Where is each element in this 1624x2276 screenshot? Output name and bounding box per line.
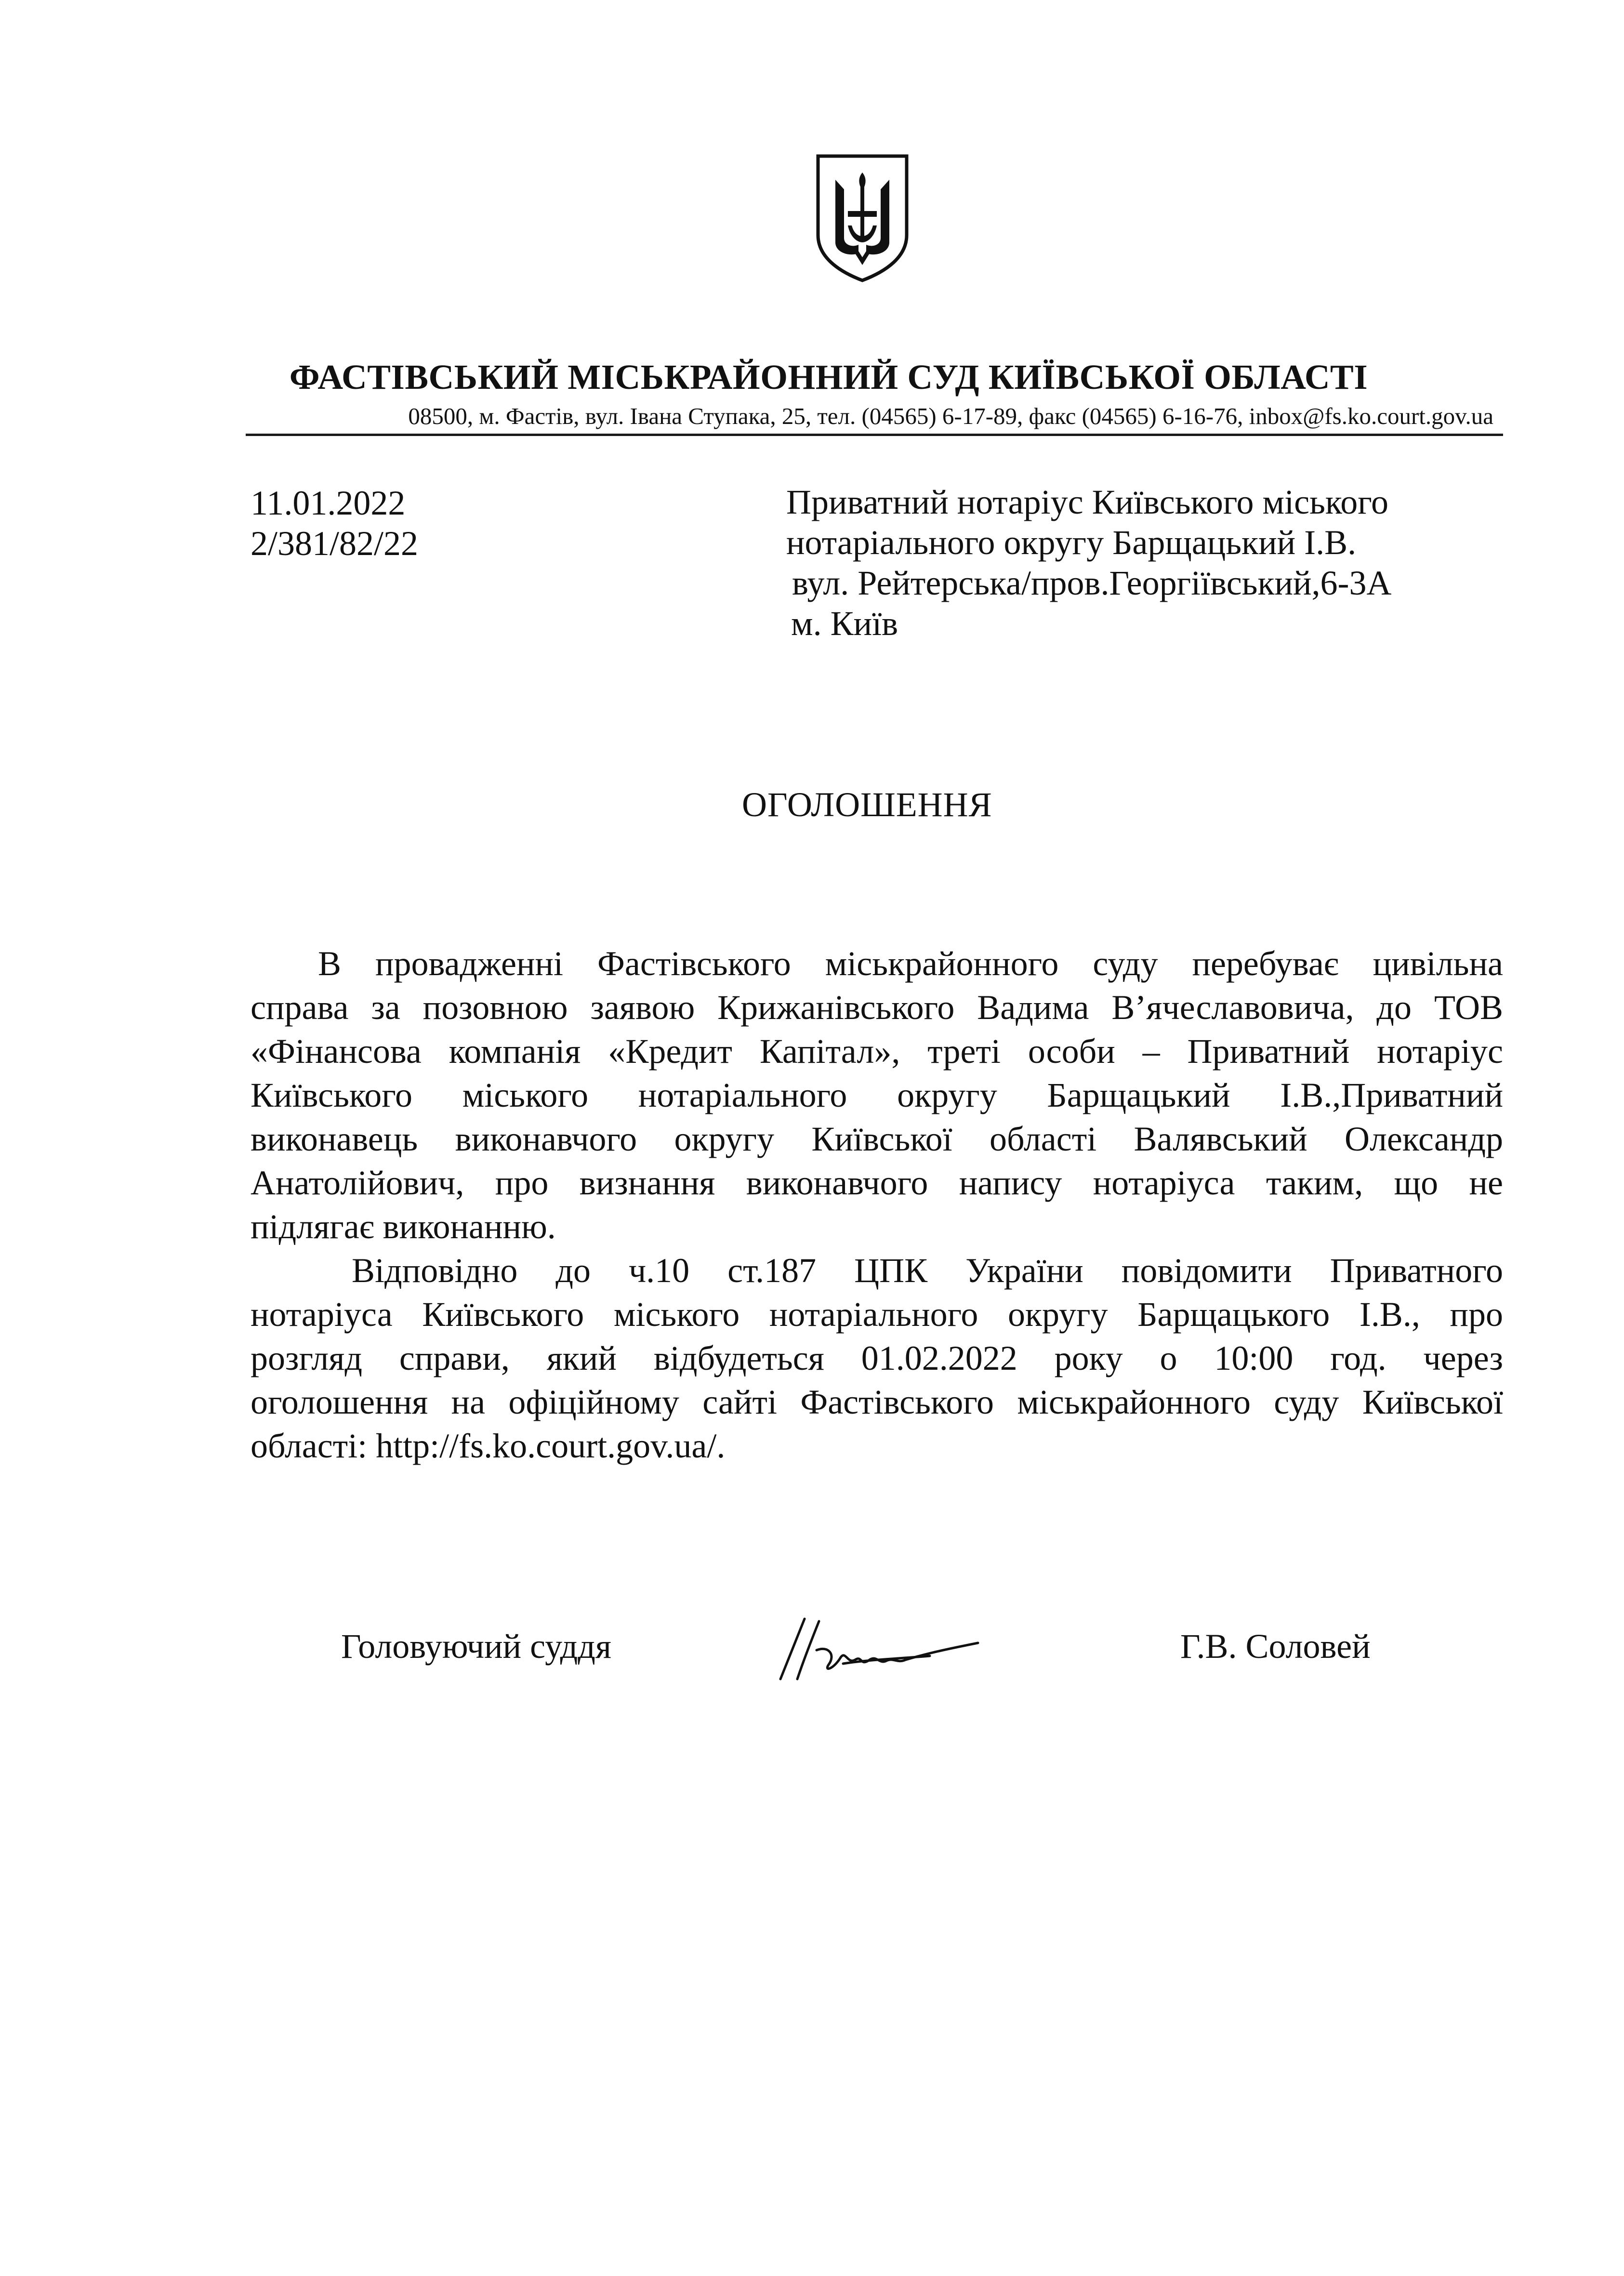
signatory-position: Головуючий суддя	[341, 1627, 611, 1666]
body-paragraph	[251, 1249, 1503, 1468]
recipient-address: вул. Рейтерська/пров.Георгіївський,6-3А	[792, 564, 1392, 602]
document-body	[251, 942, 1503, 1468]
body-line: Анатолійович, про визнання виконавчого напису нотаріуса таким, що не	[251, 1164, 1503, 1202]
body-line: «Фінансова компанія «Кредит Капітал», треті особи – Приватний нотаріус	[251, 1032, 1503, 1071]
recipient-line: Приватний нотаріус Київського міського	[786, 483, 1388, 521]
body-line: виконавець виконавчого округу Київської області Валявський Олександр	[251, 1120, 1503, 1158]
body-line: справа за позовною заявою Крижанівського Вадима В’ячеславовича, до ТОВ	[251, 988, 1503, 1027]
body-line: Відповідно до ч.10 ст.187 ЦПК України повідомити Приватного	[352, 1251, 1503, 1290]
court-name: ФАСТІВСЬКИЙ МІСЬКРАЙОННИЙ СУД КИЇВСЬКОЇ ОБЛАСТІ	[289, 357, 1368, 397]
body-paragraph	[251, 942, 1503, 1249]
coat-of-arms-icon	[814, 153, 911, 282]
document-date: 11.01.2022	[251, 484, 406, 522]
recipient-city: м. Київ	[791, 604, 898, 643]
body-line: В провадженні Фастівського міськрайонного суду перебуває цивільна	[318, 944, 1503, 983]
body-line: підлягає виконанню.	[251, 1207, 556, 1246]
reference-number: 2/381/82/22	[251, 524, 419, 563]
recipient-block	[786, 482, 1392, 644]
court-address: 08500, м. Фастів, вул. Івана Ступака, 25, тел. (04565) 6-17-89, факс (04565) 6-16-76, inbox@fs.ko.court.gov.ua	[408, 403, 1493, 429]
handwritten-signature	[771, 1612, 1021, 1684]
body-line: Київського міського нотаріального округу Барщацький І.В.,Приватний	[251, 1076, 1503, 1114]
document-meta	[251, 483, 418, 564]
header-divider	[246, 434, 1503, 436]
recipient-line: нотаріального округу Барщацький І.В.	[786, 523, 1357, 562]
body-line: області: http://fs.ko.court.gov.ua/.	[251, 1427, 726, 1465]
body-line: нотаріуса Київського міського нотаріального округу Барщацького І.В., про	[251, 1295, 1503, 1334]
document-title: ОГОЛОШЕННЯ	[742, 785, 992, 824]
body-line: оголошення на офіційному сайті Фастівського міськрайонного суду Київської	[251, 1383, 1503, 1421]
signature-block	[0, 1612, 1624, 1689]
signatory-name: Г.В. Соловей	[1180, 1627, 1371, 1666]
body-line: розгляд справи, який відбудеться 01.02.2022 року о 10:00 год. через	[251, 1339, 1503, 1377]
